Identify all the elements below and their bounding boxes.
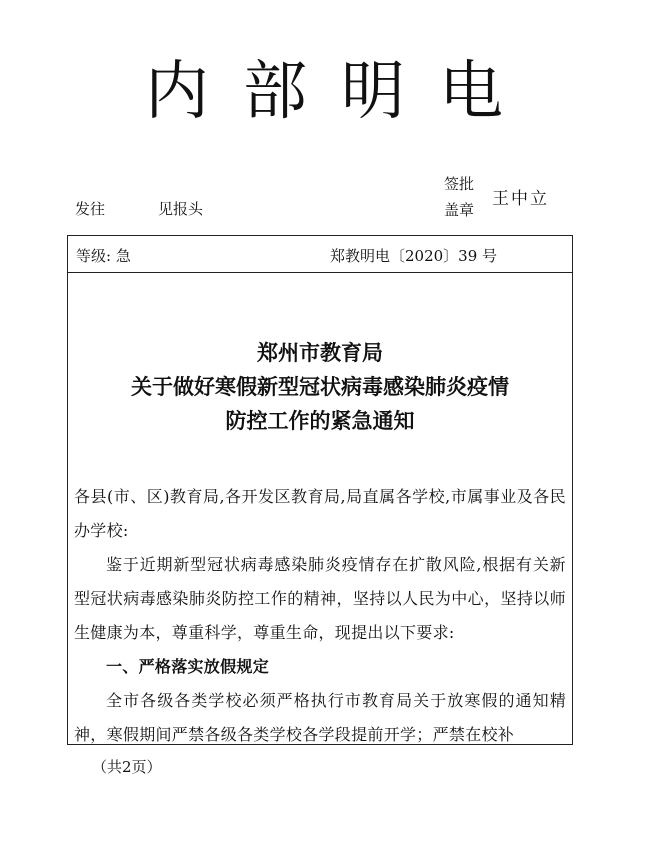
- notice-title-line: 郑州市教育局: [257, 340, 383, 365]
- document-frame-header: [68, 236, 572, 273]
- notice-title-line: 关于做好寒假新型冠状病毒感染肺炎疫情: [131, 374, 509, 399]
- signer-name: 王中立: [492, 189, 549, 209]
- recipients-paragraph: 各县(市、区)教育局,各开发区教育局,局直属各学校,市属事业及各民办学校:: [74, 487, 566, 540]
- urgency-grade: 等级: 急: [76, 247, 131, 265]
- notice-title-line: 防控工作的紧急通知: [225, 408, 415, 433]
- body-paragraph: 鉴于近期新型冠状病毒感染肺炎疫情存在扩散风险,根据有关新型冠状病毒感染肺炎防控工作的精神，坚持以人民为中心，坚持以师生健康为本，尊重科学，尊重生命，现提出以下要求:: [74, 555, 566, 642]
- body-paragraph: 全市各级各类学校必须严格执行市教育局关于放寒假的通知精神，寒假期间严禁各级各类学校各学段提前开学；严禁在校补: [74, 691, 566, 744]
- notice-title: [68, 336, 572, 438]
- section-heading: 一、严格落实放假规定: [106, 657, 270, 676]
- document-frame: [67, 235, 573, 745]
- document-type-title: 内部明电: [145, 55, 537, 129]
- page-count: （共2页）: [92, 758, 162, 776]
- send-to-label: 发往: [75, 200, 106, 218]
- sign-label: 签批: [444, 175, 475, 193]
- send-to-value: 见报头: [158, 200, 204, 218]
- notice-body: [74, 480, 566, 752]
- document-number: 郑教明电〔2020〕39 号: [330, 247, 498, 265]
- seal-label: 盖章: [444, 201, 475, 219]
